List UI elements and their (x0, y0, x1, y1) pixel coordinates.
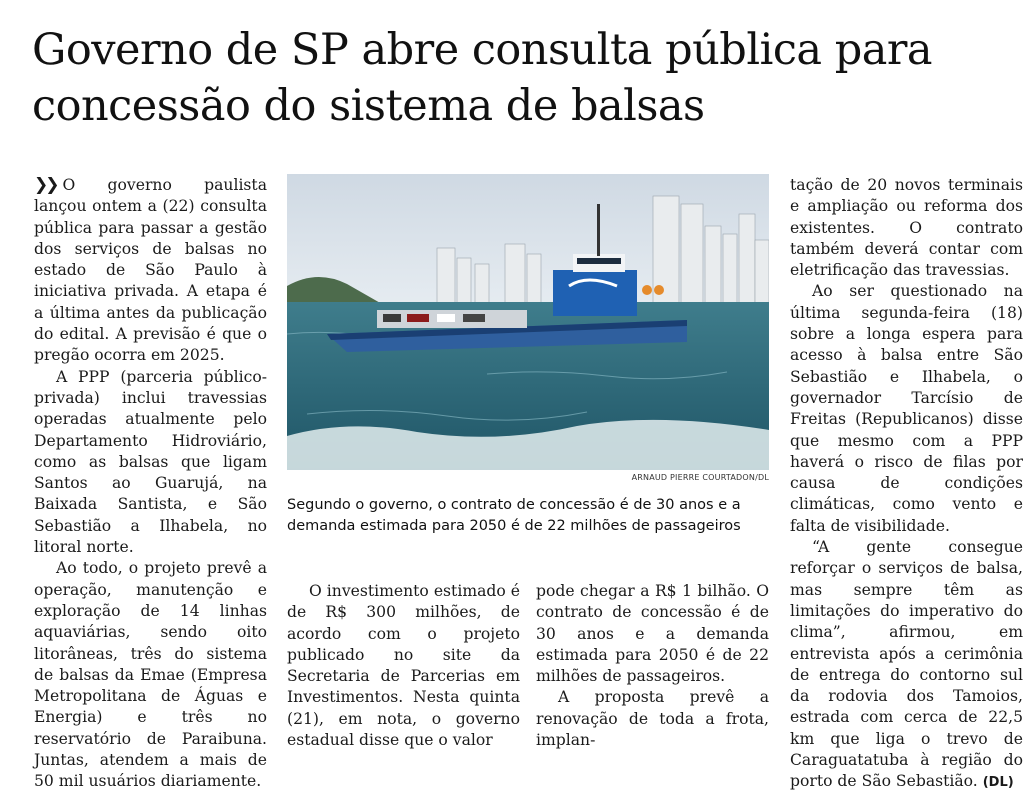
photo-caption: Segundo o governo, o contrato de concessão é de 30 anos e a demanda estimada para 2050 é de 22 milhões de passageiros (287, 497, 741, 534)
article-paragraph: Ao todo, o projeto prevê a operação, manutenção e exploração de 14 linhas aquaviárias, sendo oito litorâneas, três do sistema de balsas da Emae (Empresa Metropolitana de Águas e Energia) e três no reservatório de Paraibuna. Juntas, atendem a mais de 50 mil usuários diariamente. (34, 559, 267, 791)
ferry-photo (287, 174, 769, 470)
article-paragraph (34, 175, 267, 367)
article-paragraph (790, 537, 1023, 794)
article-paragraph: Ao ser questionado na última segunda-feira (18) sobre a longa espera para acesso à balsa entre São Sebastião e Ilhabela, o governador Tarcísio de Freitas (Republicanos) disse que mesmo com a PPP haverá o risco de filas por causa de condições climáticas, como vento e falta de visibilidade. (790, 282, 1023, 535)
photo-credit: ARNAUD PIERRE COURTADON/DL (631, 473, 769, 482)
article-column-4 (790, 175, 1023, 794)
paragraph-text: “A gente consegue reforçar o serviços de balsa, mas sempre têm as limitações do imperativo do clima”, afirmou, em entrevista após a cerimônia de entrega do contorno sul da rodovia dos Tamoios, estrada com cerca de 22,5 km que liga o trevo de Caraguatatuba à região do porto de São Sebastião. (790, 538, 1023, 791)
article-column-2 (287, 581, 520, 751)
article-paragraph: A PPP (parceria público-privada) inclui travessias operadas atualmente pelo Departamento Hidroviário, como as balsas que ligam Santos ao Guarujá, na Baixada Santista, e São Sebastião a Ilhabela, no litoral norte. (34, 367, 267, 557)
paragraph-text: O governo paulista lançou ontem a (22) consulta pública para passar a gestão dos serviços de balsas no estado de São Paulo à iniciativa privada. A etapa é a última antes da publicação do edital. A previsão é que o pregão ocorra em 2025. (34, 176, 267, 365)
headline: Governo de SP abre consulta pública para concessão do sistema de balsas (32, 25, 933, 131)
article-paragraph: pode chegar a R$ 1 bilhão. O contrato de concessão é de 30 anos e a demanda estimada para 2050 é de 22 milhões de passageiros. (536, 582, 769, 686)
article-paragraph: tação de 20 novos terminais e ampliação ou reforma dos existentes. O contrato também deverá contar com eletrificação das travessias. (790, 176, 1023, 280)
article-column-3 (536, 581, 769, 751)
chevron-right-icon: ❯❯ (34, 175, 57, 195)
article-column-1 (34, 175, 267, 793)
author-signature: (DL) (982, 775, 1014, 791)
article-paragraph: A proposta prevê a renovação de toda a frota, implan- (536, 688, 769, 750)
article-paragraph: O investimento estimado é de R$ 300 milhões, de acordo com o projeto publicado no site da Secretaria de Parcerias em Investimentos. Nesta quinta (21), em nota, o governo estadual disse que o valor (287, 582, 520, 750)
